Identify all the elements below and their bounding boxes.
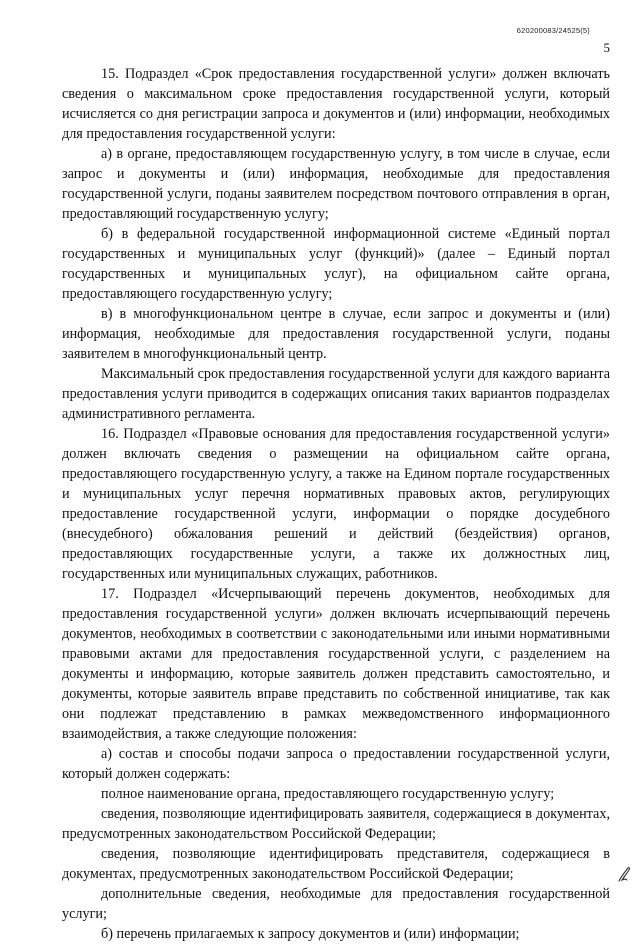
paragraph-17-a: а) состав и способы подачи запроса о предоставлении государственной услуги, который должен содержать:: [62, 746, 610, 782]
paragraph-15-v: в) в многофункциональном центре в случае, если запрос и документы и (или) информация, необходимые для предоставления государственной услуги, поданы заявителем в многофункциональный центр.: [62, 306, 610, 362]
paragraph-15-b: б) в федеральной государственной информационной системе «Единый портал государственных и муниципальных услуг (функций)» (далее – Единый портал государственных и муниципальных услуг), на официальном сайте органа, предоставляющего государственную услугу;: [62, 226, 610, 302]
paragraph-15-a: а) в органе, предоставляющем государственную услугу, в том числе в случае, если запрос и документы и (или) информация, необходимые для предоставления государственной услуги, поданы заявителем посредством почтового отправления в орган, предоставляющий государственную услугу;: [62, 146, 610, 222]
paragraph-16: 16. Подраздел «Правовые основания для предоставления государственной услуги» должен включать сведения о размещении на официальном сайте органа, предоставляющего государственную услугу, а также на Едином портале государственных и муниципальных услуг перечня нормативных правовых актов, регулирующих предоставление государственной услуги, информации о порядке досудебного (внесудебного) обжалования решений и действий (бездействия) органов, предоставляющих государственные услуги, а также их должностных лиц, государственных или муниципальных служащих, работников.: [62, 426, 610, 582]
paragraph-17: 17. Подраздел «Исчерпывающий перечень документов, необходимых для предоставления государственной услуги» должен включать исчерпывающий перечень документов, необходимых в соответствии с законодательными или иными нормативными правовыми актами для предоставления государственной услуги, с разделением на документы и информацию, которые заявитель должен представить самостоятельно, и документы, которые заявитель вправе представить по собственной инициативе, так как они подлежат представлению в рамках межведомственного информационного взаимодействия, а также следующие положения:: [62, 586, 610, 742]
list-item-applicant-info: сведения, позволяющие идентифицировать заявителя, содержащиеся в документах, предусмотренных законодательством Российской Федерации;: [62, 806, 610, 842]
paragraph-17-b: б) перечень прилагаемых к запросу документов и (или) информации;: [101, 926, 520, 942]
list-item-authority-name: полное наименование органа, предоставляющего государственную услугу;: [101, 786, 555, 802]
handwritten-initials-mark: [617, 864, 633, 884]
list-item-additional-info: дополнительные сведения, необходимые для предоставления государственной услуги;: [62, 886, 610, 922]
page-number: 5: [603, 40, 610, 55]
paragraph-15-max-term: Максимальный срок предоставления государственной услуги для каждого варианта предоставления услуги приводится в содержащих описания таких вариантов подразделах административного регламента.: [62, 366, 610, 422]
document-body: [62, 64, 610, 944]
list-item-representative-info: сведения, позволяющие идентифицировать представителя, содержащиеся в документах, предусмотренных законодательством Российской Федерации;: [62, 846, 610, 882]
paragraph-15: 15. Подраздел «Срок предоставления государственной услуги» должен включать сведения о максимальном сроке предоставления государственной услуги, который исчисляется со дня регистрации запроса и документов и (или) информации, необходимых для предоставления государственной услуги:: [62, 66, 610, 142]
document-id: 620200083/24525(5): [516, 26, 590, 35]
